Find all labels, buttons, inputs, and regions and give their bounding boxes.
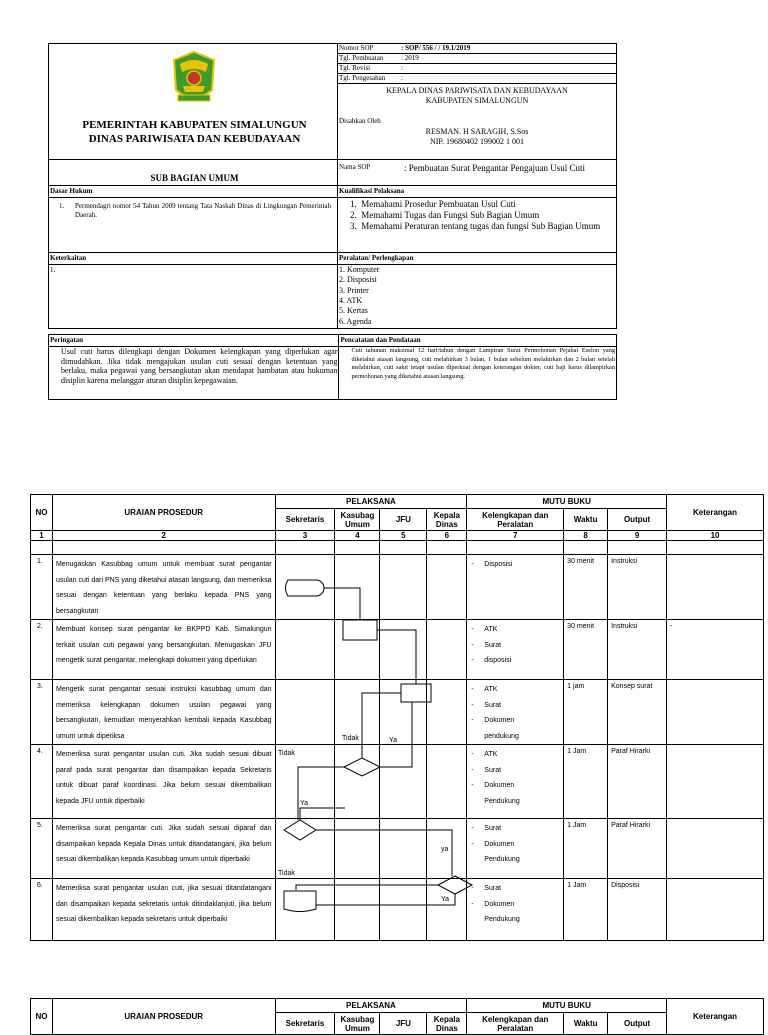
actor-sekretaris: Sekretaris <box>275 1013 335 1035</box>
table-row: 6. Memeriksa surat pengantar usulan cuti, jika sesuai ditandatangani dan disampaikan kepada sekretaris untuk ditindaklanjuti, jika belum sesuai dikembalikan kepada sekretaris untuk diperbaiki - Surat - Dokumen Pendukung 1 Jam Disposisi <box>31 879 764 941</box>
org-line-1: PEMERINTAH KABUPATEN SIMALUNGUN <box>82 119 307 131</box>
legal-basis-cell <box>49 186 338 253</box>
qualification-label: Kualifikasi Pelaksana <box>338 186 616 198</box>
col-equip-header: Kelengkapan dan Peralatan <box>467 509 564 531</box>
signer-name: RESMAN. H SARAGIH, S.Sos <box>425 127 529 136</box>
warning-table <box>48 334 617 400</box>
table-row: 2. Membuat konsep surat pengantar ke BKPPD Kab. Simalungun terkait usulan cuti pegawai yang bersangkutan. Menugaskan JFU mengetik surat pengantar, melengkapi dokumen yang diperlukan - ATK - Surat - disposisi 30 menit Instruksi - <box>31 620 764 680</box>
qualification-item: 3. Memahami Peraturan tentang tugas dan fungsi Sub Bagian Umum <box>350 221 601 232</box>
actor-sekretaris: Sekretaris <box>275 509 335 531</box>
table-row: 5. Memeriksa surat pengantar cuti. Jika sudah sesuai diparaf dan disampaikan kepada Kepala Dinas untuk ditandatangani, jika belum sesuai dikembalikan kepada Kasubbag umum untuk diperbaiki - Surat - Dokumen Pendukung 1 Jam Paraf Hirarki <box>31 819 764 879</box>
col-pelaksana-header: PELAKSANA <box>275 999 467 1013</box>
col-number: 8 <box>564 531 608 541</box>
actor-kadis: Kepala Dinas <box>427 509 467 531</box>
equipment-cell <box>338 253 617 329</box>
relation-value: 1. <box>50 266 56 275</box>
equipment-item: 3. Printer <box>339 285 369 295</box>
field-label: Tgl. Pembuatan <box>338 54 401 64</box>
qualification-cell <box>338 186 617 253</box>
equipment-item: 1. Komputer <box>339 265 380 275</box>
field-label: Tgl. Revisi <box>338 64 401 74</box>
authority-line-1: KEPALA DINAS PARIWISATA DAN KEBUDAYAAN <box>386 86 568 95</box>
equipment-item: 6. Agenda <box>339 316 372 326</box>
unit-title: SUB BAGIAN UMUM <box>150 173 239 184</box>
equipment-list <box>338 265 616 327</box>
col-number: 10 <box>667 531 764 541</box>
field-value: : SOP/ 556 / / 19.1/2019 <box>401 44 616 54</box>
authority-line-2: KABUPATEN SIMALUNGUN <box>425 96 529 105</box>
legal-basis-item: 1. Permendagri nomor 54 Tahun 2009 tentang Tata Naskah Dinas di Lingkungan Pemerintah Daerah. <box>59 202 331 220</box>
qualification-item: 2. Memahami Tugas dan Fungsi Sub Bagian Umum <box>350 210 540 221</box>
col-no-header: NO <box>31 495 53 531</box>
col-no-header: NO <box>31 999 53 1035</box>
actor-jfu: JFU <box>380 1013 427 1035</box>
col-number: 5 <box>380 531 427 541</box>
record-cell <box>339 335 617 400</box>
sop-meta-cell <box>338 44 617 160</box>
regency-logo-icon <box>171 50 217 108</box>
actor-kasubag: Kasubag Umum <box>335 1013 380 1035</box>
relation-cell <box>49 253 338 329</box>
approved-label: Disahkan Oleh <box>339 117 381 125</box>
actor-jfu: JFU <box>380 509 427 531</box>
field-label: Tgl. Pengesahan <box>338 74 401 84</box>
warning-label: Peringatan <box>49 335 338 347</box>
procedure-table <box>30 494 764 941</box>
qualification-list <box>338 198 616 232</box>
procedure-table-continued <box>30 998 764 1035</box>
flow-label-tidak: Tidak <box>278 870 295 877</box>
col-equip-header: Kelengkapan dan Peralatan <box>467 1013 564 1035</box>
col-number: 2 <box>52 531 275 541</box>
record-text: Cuti tahunan maksimal 12 hari/tahun dengan Lampiran Surat Permohonan Pejabat Eselon yang diketahui atasan langsung, cuti melahirkan 3 bulan, 1 bulan sebelum melahirkan dan 2 bulan setelah melahirkan, cuti sakit tetapi usulan diperkuat dengan keterangan dokter, cuti haji harus dilampirkan permohonan yang diketahui atasan langsung. <box>351 347 615 380</box>
legal-basis-label: Dasar Hukum <box>49 186 337 198</box>
warning-text: Usul cuti harus dilengkapi dengan Dokumen kelengkapan yang diperlukan agar dimudahkan. Jika tidak mengajukan usulan cuti sesuai dengan ketentuan yang berlaku, maka pegawai yang bersangkutan akan mendapat hambatan atau hukuman disiplin karena melanggar aturan disiplin kepegawaian. <box>61 347 338 385</box>
org-line-2: DINAS PARIWISATA DAN KEBUDAYAAN <box>88 133 301 145</box>
col-output-header: Output <box>608 1013 667 1035</box>
org-cell <box>49 44 338 160</box>
field-value: : 2019 <box>401 54 616 64</box>
table-row: 3. Mengetik surat pengantar sesuai instruksi kasubbag umum dan memeriksa kelengkapan dokumen usulan pegawai yang bersangkutan, kemudian menyerahkan kembali kepada Kasubbag umum untuk diperiksa - ATK - Surat - Dokumen pendukung 1 jam Konsep surat <box>31 680 764 745</box>
col-output-header: Output <box>608 509 667 531</box>
actor-kasubag: Kasubag Umum <box>335 509 380 531</box>
unit-cell <box>49 160 338 186</box>
sop-name-label: Nama SOP <box>339 163 371 172</box>
col-desc-header: URAIAN PROSEDUR <box>52 495 275 531</box>
flow-label-tidak: Tidak <box>342 735 359 742</box>
col-time-header: Waktu <box>564 509 608 531</box>
equipment-label: Peralatan/ Perlengkapan <box>338 253 616 265</box>
sop-name-value: : Pembuatan Surat Pengantar Pengajuan Usul Cuti <box>404 163 585 174</box>
org-title <box>49 118 340 146</box>
flow-label-ya: Ya <box>441 896 450 903</box>
warning-cell <box>49 335 339 400</box>
col-number: 1 <box>31 531 53 541</box>
equipment-item: 4. ATK <box>339 296 363 306</box>
relation-label: Keterkaitan <box>49 253 337 265</box>
col-number: 3 <box>275 531 335 541</box>
signer-nip: NIP. 19680402 199002 1 001 <box>429 137 524 146</box>
col-ket-header: Keterangan <box>667 495 764 531</box>
table-row: 4. Memeriksa surat pengantar usulan cuti. Jika sudah sesuai dibuat paraf pada surat pengantar dan disampaikan kepada Sekretaris untuk dibuat paraf koordinasi. Jika belum sesuai dikembalikan kepada JFU untuk diperbaiki - ATK - Surat - Dokumen Pendukung 1 Jam Paraf Hirarki <box>31 745 764 819</box>
col-number: 7 <box>467 531 564 541</box>
flow-label-ya: Ya <box>389 737 398 744</box>
col-number: 6 <box>427 531 467 541</box>
col-number: 9 <box>608 531 667 541</box>
col-mutu-header: MUTU BUKU <box>467 999 667 1013</box>
field-label: Nomor SOP <box>338 44 401 54</box>
field-value: : <box>401 64 616 74</box>
table-row: 1. Menugaskan Kasubbag umum untuk membuat surat pengantar usulan cuti dari PNS yang diketahui atasan langsung, dan memeriksa sesuai dengan ketentuan yang berlaku kepada PNS yang bersangkutan - Disposisi 30 menit Instruksi <box>31 555 764 620</box>
col-time-header: Waktu <box>564 1013 608 1035</box>
sop-meta-table <box>338 44 616 84</box>
signer <box>338 127 616 147</box>
qualification-item: 1. Memahami Prosedur Pembuatan Usul Cuti <box>350 199 516 210</box>
actor-kadis: Kepala Dinas <box>427 1013 467 1035</box>
record-label: Pencatatan dan Pendataan <box>339 335 616 347</box>
field-value: : <box>401 74 616 84</box>
col-ket-header: Keterangan <box>667 999 764 1035</box>
equipment-item: 2. Disposisi <box>339 275 377 285</box>
flow-label-ya: Ya <box>300 800 309 807</box>
col-desc-header: URAIAN PROSEDUR <box>52 999 275 1035</box>
flow-label-ya: ya <box>441 846 449 853</box>
flow-label-tidak: Tidak <box>278 750 295 757</box>
col-mutu-header: MUTU BUKU <box>467 495 667 509</box>
equipment-item: 5. Kertas <box>339 306 368 316</box>
col-number: 4 <box>335 531 380 541</box>
sop-name-cell <box>338 160 617 186</box>
sop-header-table <box>48 43 617 329</box>
authority <box>338 86 616 106</box>
col-pelaksana-header: PELAKSANA <box>275 495 467 509</box>
